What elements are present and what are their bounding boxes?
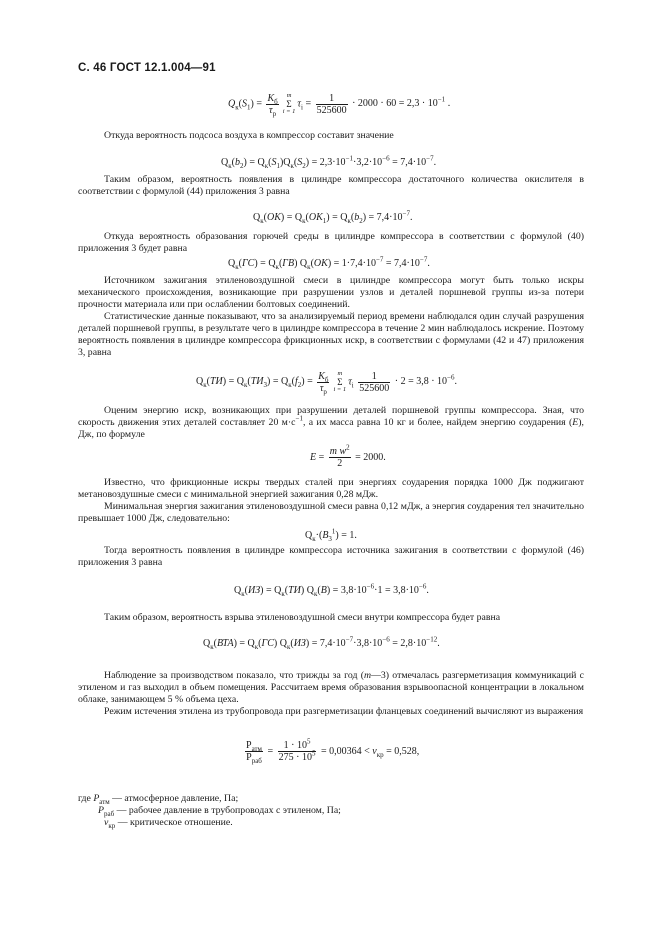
- formula-energy: E = $\frac{m w^2}{2}$ = 2000.: [310, 443, 386, 469]
- paragraph-4: Источником зажигания этиленовоздушной смеси в цилиндре компрессора могут быть только искры механического происхождения, возникающие при разрушении узлов и деталей поршневой группы из-за потери прочности материала или при ослаблении болтовых соединений.: [78, 275, 584, 310]
- paragraph-9: Тогда вероятность появления в цилиндре компрессора источника зажигания в соответствии с формулой (46) приложения 3 равна: [78, 545, 584, 568]
- paragraph-11: Наблюдение за производством показало, что трижды за год (m—3) отмечалась разгерметизация коммуникаций с этиленом и газ выходил в объем помещения. Рассчитаем время образования взрывоопасной концентрации в локальном облаке, занимающем 5 % объема цеха.: [78, 670, 584, 705]
- paragraph-10: Таким образом, вероятность взрыва этиленовоздушной смеси внутри компрессора будет равна: [104, 612, 501, 623]
- formula-q-s1: $Q_к(S_1)$ = $K_б$ $\tau_р$ m Σ i = 1 $\tau_i$ = $\frac{1}{525600}$ · $2000 \cdot 60 = 2,3 \cdot 10^{-1}$ .: [228, 92, 451, 118]
- formula-q-ti: $Q_к(ТИ) = Q_к(ТИ_3) = Q_к(f_2)$ = $K_б$ $\tau_р$ m Σ i = 1 $\tau_i$ $\frac{1}{525600}$ · $2 = 3,8 \cdot 10^{-6}$.: [196, 370, 457, 396]
- formula-q-gs: $Q_к(ГС) = Q_к(ГВ) Q_к(OK) = 1\cdot 7,4\cdot 10^{-7} = 7,4\cdot 10^{-7}$.: [228, 255, 430, 271]
- paragraph-6: Оценим энергию искр, возникающих при разрушении деталей поршневой группы компрессора. Зная, что скорость движения этих деталей составляет 20 $м\cdot с^{-1}$, а их масса равна 10 кг и более, найдем энергию соударения (E), Дж, по формуле: [78, 405, 584, 440]
- paragraph-7: Известно, что фрикционные искры твердых сталей при энергиях соударения порядка 1000 Дж поджигают метановоздушные смеси с минимальной энергией зажигания 0,28 мДж.: [78, 477, 584, 500]
- paragraph-3: Откуда вероятность образования горючей среды в цилиндре компрессора в соответствии с формулой (40) приложения 3 будет равна: [78, 231, 584, 254]
- formula-q-s1-rest: · $2000 \cdot 60 = 2,3 \cdot 10^{-1}$ .: [352, 95, 451, 110]
- page-header: С. 46 ГОСТ 12.1.004—91: [78, 62, 216, 74]
- variable-definitions: [78, 793, 341, 829]
- paragraph-5: Статистические данные показывают, что за анализируемый период времени наблюдался один случай разрушения деталей поршневой группы, в результате чего в цилиндре компрессора в течение 2 мин наблюдалось искрение. Поэтому вероятность появления в цилиндре компрессора фрикционных искр, в соответствии с формулами (42 и 47) приложения 3, равна: [78, 311, 584, 358]
- formula-q-b3: $Q_к\cdot(B_3^1) = 1$.: [305, 527, 357, 543]
- formula-q-iz: $Q_к(ИЗ) = Q_к(ТИ) Q_к(B) = 3,8\cdot 10^{-6}\cdot 1 = 3,8\cdot 10^{-6}$.: [234, 582, 429, 598]
- paragraph-2: Таким образом, вероятность появления в цилиндре компрессора достаточного количества окислителя в соответствии с формулой (44) приложения 3 равна: [78, 174, 584, 197]
- definition-v-kr: $v_{кр}$ — критическое отношение.: [104, 817, 233, 830]
- paragraph-8: Минимальная энергия зажигания этиленовоздушной смеси равна 0,12 мДж, а энергия соударения тел значительно превышает 1000 Дж, следовательно:: [78, 501, 584, 524]
- formula-q-vta: $Q_к(ВТА) = Q_к(ГС) Q_к(ИЗ) = 7,4\cdot 10^{-7}\cdot 3,8\cdot 10^{-6} = 2,8\cdot 10^{-12}$.: [203, 635, 440, 651]
- paragraph-12: Режим истечения этилена из трубопровода при разгерметизации фланцевых соединений вычисляют из выражения: [104, 706, 584, 717]
- formula-q-ok: $Q_к(OK) = Q_к(OK_1) = Q_к(b_2) = 7,4\cdot 10^{-7}$.: [253, 209, 413, 225]
- formula-flow-regime: $P_{атм}$ $P_{раб}$ = $\frac{1 \cdot 10^5}{275 \cdot 10^5}$ = $0,00364 < v_{кр} = 0,528$,: [246, 737, 420, 765]
- definition-p-rab: $P_{раб}$ — рабочее давление в трубопроводах с этиленом, Па;: [98, 805, 341, 818]
- formula-q-b2: $Q_к(b_2) = Q_к(S_1)Q_к(S_2) = 2,3\cdot 10^{-1}\cdot 3,2\cdot 10^{-6} = 7,4\cdot 10^{-7}$.: [221, 154, 437, 170]
- paragraph-1: Откуда вероятность подсоса воздуха в компрессор составит значение: [104, 130, 394, 141]
- definition-p-atm: где $P_{атм}$ — атмосферное давление, Па;: [78, 793, 239, 806]
